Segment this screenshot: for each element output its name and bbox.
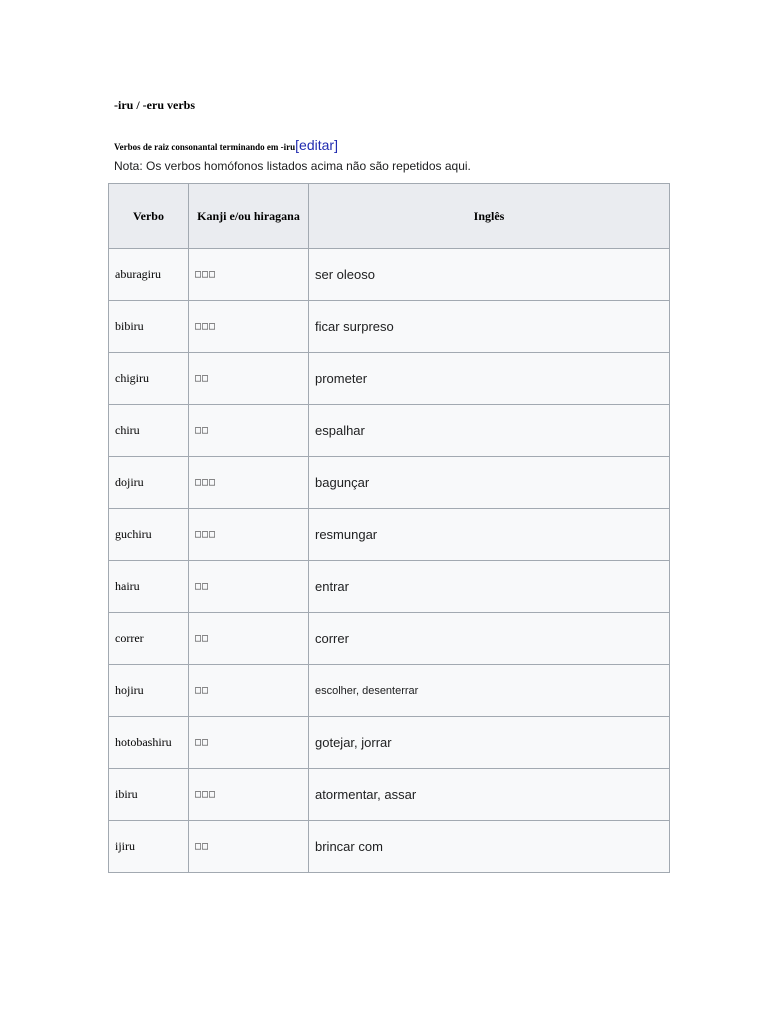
english-cell: resmungar bbox=[309, 509, 670, 561]
section-header bbox=[114, 137, 338, 155]
table-row bbox=[109, 665, 670, 717]
table-row bbox=[109, 457, 670, 509]
edit-link[interactable]: [editar] bbox=[295, 137, 338, 153]
verb-cell: guchiru bbox=[109, 509, 189, 561]
page-heading: -iru / -eru verbs bbox=[114, 98, 195, 112]
english-cell: entrar bbox=[309, 561, 670, 613]
english-cell: ser oleoso bbox=[309, 249, 670, 301]
verb-cell: hotobashiru bbox=[109, 717, 189, 769]
kanji-cell: □□□ bbox=[189, 769, 309, 821]
english-cell: prometer bbox=[309, 353, 670, 405]
table-row bbox=[109, 353, 670, 405]
kanji-cell: □□ bbox=[189, 821, 309, 873]
verb-cell: chigiru bbox=[109, 353, 189, 405]
verb-cell: ibiru bbox=[109, 769, 189, 821]
verbs-table bbox=[108, 183, 670, 873]
english-cell: bagunçar bbox=[309, 457, 670, 509]
table-row bbox=[109, 717, 670, 769]
kanji-cell: □□□ bbox=[189, 509, 309, 561]
kanji-cell: □□□ bbox=[189, 301, 309, 353]
table-row bbox=[109, 405, 670, 457]
english-cell: espalhar bbox=[309, 405, 670, 457]
header-verb: Verbo bbox=[109, 184, 189, 249]
kanji-cell: □□ bbox=[189, 405, 309, 457]
verb-cell: dojiru bbox=[109, 457, 189, 509]
header-kanji: Kanji e/ou hiragana bbox=[189, 184, 309, 249]
english-cell: correr bbox=[309, 613, 670, 665]
verb-cell: hojiru bbox=[109, 665, 189, 717]
english-cell: brincar com bbox=[309, 821, 670, 873]
kanji-cell: □□□ bbox=[189, 457, 309, 509]
verb-cell: hairu bbox=[109, 561, 189, 613]
kanji-cell: □□ bbox=[189, 561, 309, 613]
header-english: Inglês bbox=[309, 184, 670, 249]
kanji-cell: □□ bbox=[189, 665, 309, 717]
english-cell: atormentar, assar bbox=[309, 769, 670, 821]
verb-cell: correr bbox=[109, 613, 189, 665]
table-row bbox=[109, 509, 670, 561]
english-cell: escolher, desenterrar bbox=[309, 665, 670, 717]
table-row bbox=[109, 821, 670, 873]
kanji-cell: □□ bbox=[189, 717, 309, 769]
section-title: Verbos de raiz consonantal terminando em -iru bbox=[114, 142, 296, 152]
kanji-cell: □□□ bbox=[189, 249, 309, 301]
verb-cell: bibiru bbox=[109, 301, 189, 353]
table-row bbox=[109, 769, 670, 821]
english-cell: gotejar, jorrar bbox=[309, 717, 670, 769]
table-row bbox=[109, 301, 670, 353]
table-row bbox=[109, 561, 670, 613]
note-text: Nota: Os verbos homófonos listados acima não são repetidos aqui. bbox=[114, 159, 471, 173]
table-header-row bbox=[109, 184, 670, 249]
verb-cell: chiru bbox=[109, 405, 189, 457]
table-row bbox=[109, 249, 670, 301]
table-row bbox=[109, 613, 670, 665]
verb-cell: aburagiru bbox=[109, 249, 189, 301]
kanji-cell: □□ bbox=[189, 613, 309, 665]
verb-cell: ijiru bbox=[109, 821, 189, 873]
kanji-cell: □□ bbox=[189, 353, 309, 405]
english-cell: ficar surpreso bbox=[309, 301, 670, 353]
